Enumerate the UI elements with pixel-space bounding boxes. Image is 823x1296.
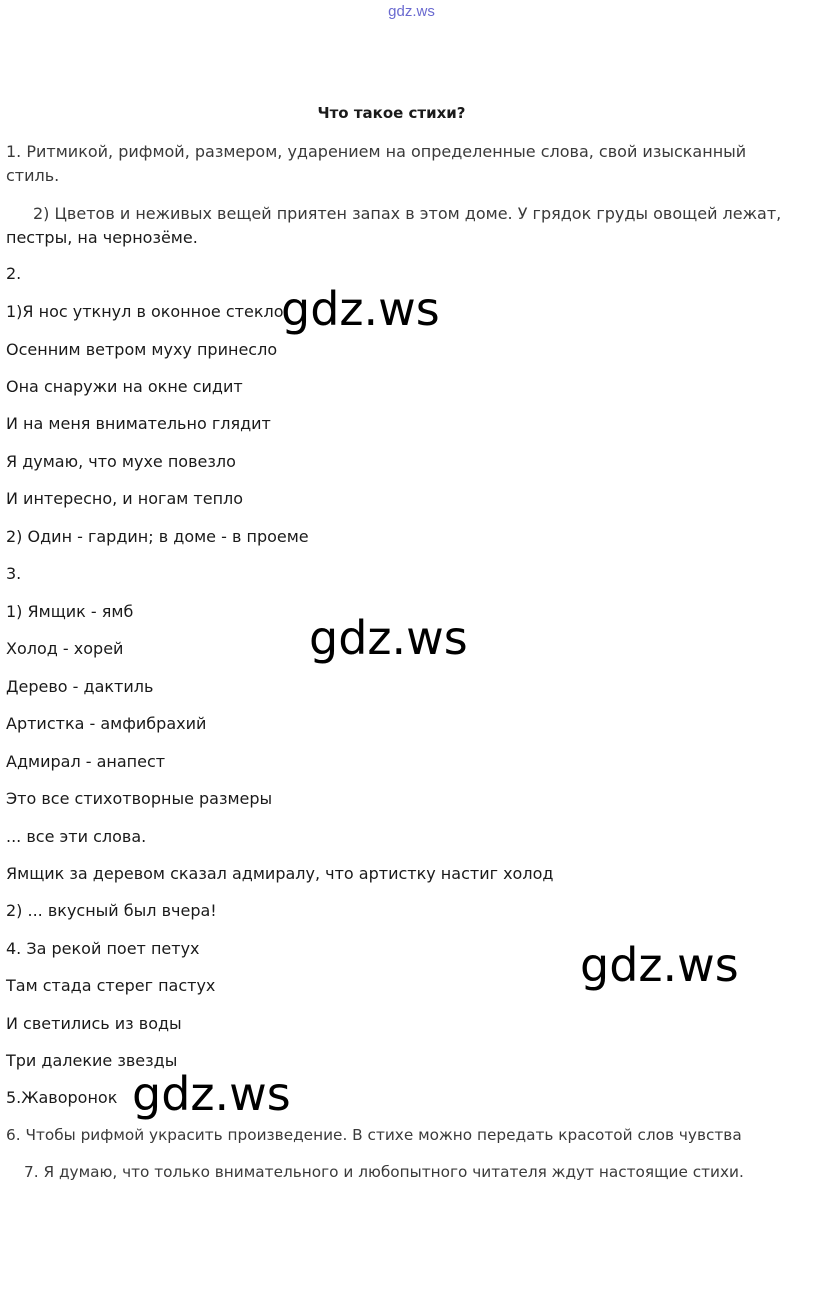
answer-line: Осенним ветром муху принесло	[6, 340, 278, 359]
answer-line: Ямщик за деревом сказал адмиралу, что артистку настиг холод	[6, 864, 554, 883]
watermark: gdz.ws	[281, 282, 440, 336]
answer-line: Там стада стерег пастух	[6, 976, 216, 995]
answer-line: 2) Один - гардин; в доме - в проеме	[6, 527, 309, 546]
answer-line: И на меня внимательно глядит	[6, 414, 271, 433]
answer-line: Адмирал - анапест	[6, 752, 166, 771]
watermark: gdz.ws	[309, 611, 468, 665]
answer-line: 6. Чтобы рифмой украсить произведение. В стихе можно передать красотой слов чувства	[6, 1126, 742, 1144]
answer-line: 3.	[6, 564, 22, 583]
answer-line: И интересно, и ногам тепло	[6, 489, 244, 508]
answer-line: Дерево - дактиль	[6, 677, 154, 696]
site-link[interactable]: gdz.ws	[388, 3, 435, 20]
answer-line: И светились из воды	[6, 1014, 182, 1033]
answer-line: ... все эти слова.	[6, 827, 147, 846]
answer-line: Холод - хорей	[6, 639, 124, 658]
answer-line: пестры, на чернозёме.	[6, 228, 198, 247]
answer-line: 2) Цветов и неживых вещей приятен запах в этом доме. У грядок груды овощей лежат,	[33, 204, 782, 223]
answer-line: Я думаю, что мухе повезло	[6, 452, 236, 471]
answer-line: Три далекие звезды	[6, 1051, 178, 1070]
answer-line: 4. За рекой поет петух	[6, 939, 200, 958]
answer-line: 1) Ямщик - ямб	[6, 602, 134, 621]
answer-line: 2) ... вкусный был вчера!	[6, 901, 217, 920]
answer-line: стиль.	[6, 166, 60, 185]
answer-line: 1. Ритмикой, рифмой, размером, ударением на определенные слова, свой изысканный	[6, 142, 747, 161]
answer-line: 5.Жаворонок	[6, 1088, 118, 1107]
answer-line: 2.	[6, 264, 22, 283]
watermark: gdz.ws	[132, 1067, 291, 1121]
answer-line: 7. Я думаю, что только внимательного и любопытного читателя ждут настоящие стихи.	[24, 1163, 744, 1181]
answer-line: Артистка - амфибрахий	[6, 714, 207, 733]
answer-line: 1)Я нос уткнул в оконное стекло	[6, 302, 284, 321]
answer-line: Это все стихотворные размеры	[6, 789, 273, 808]
page-title: Что такое стихи?	[317, 104, 466, 122]
watermark: gdz.ws	[580, 938, 739, 992]
answer-line: Она снаружи на окне сидит	[6, 377, 243, 396]
